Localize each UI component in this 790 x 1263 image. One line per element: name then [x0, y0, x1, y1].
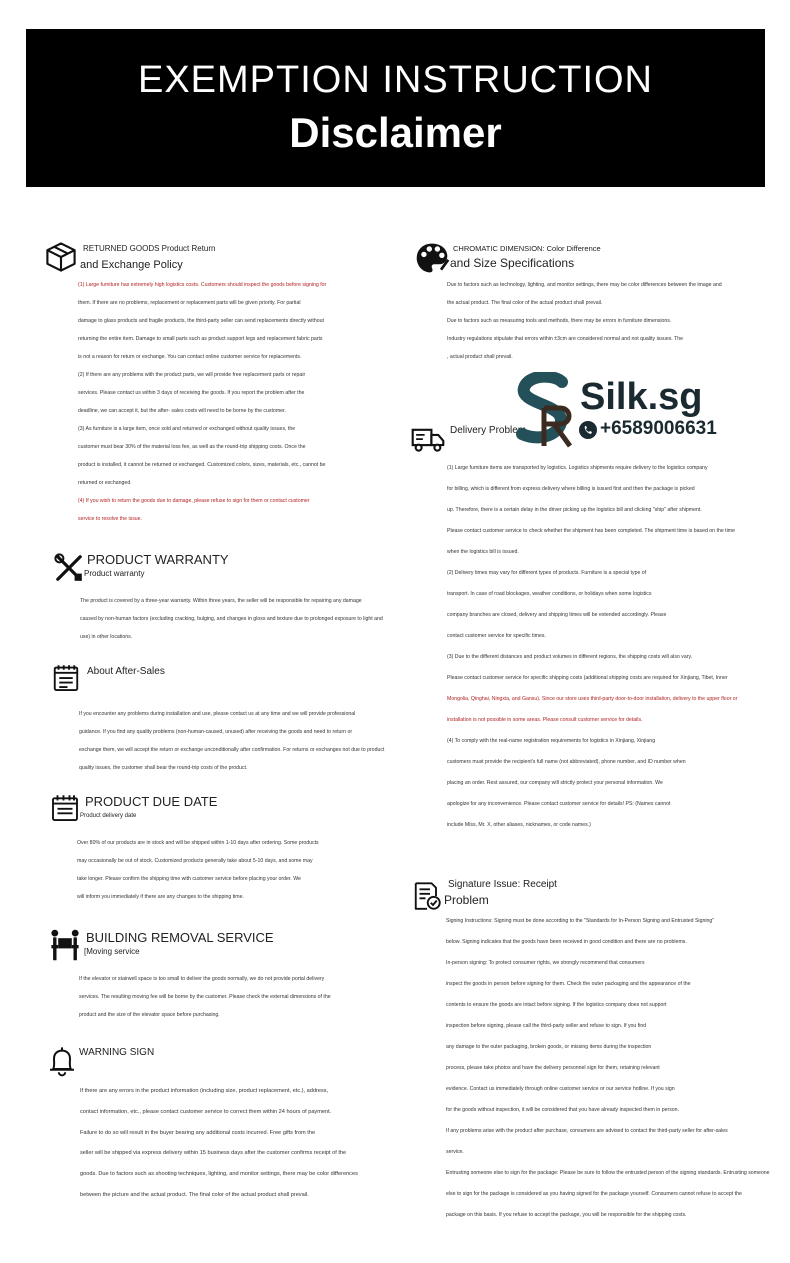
text-line: below. Signing indicates that the goods have been received in good condition and there are no problems. [446, 939, 687, 945]
text-line: (1) Large furniture has extremely high logistics costs. Customers should inspect the goods before signing for [78, 282, 327, 288]
section-subtitle: Product delivery date [80, 813, 137, 819]
text-line: inspection before signing, please call the third-party seller and refuse to sign. If you find [446, 1023, 647, 1029]
section-subtitle: Problem [444, 893, 489, 907]
text-line: Over 80% of our products are in stock and will be shipped within 1-10 days after ordering. Some products [77, 840, 319, 846]
clipboard-icon [51, 662, 81, 694]
removal-text [79, 970, 331, 1024]
aftersales-text [79, 705, 384, 777]
text-line: process, please take photos and have the delivery personnel sign for them, retaining relevant [446, 1065, 660, 1071]
text-line: If you encounter any problems during installation and use, please contact us at any time and we will provide professional [79, 711, 356, 717]
text-line: caused by non-human factors (excluding cracking, bulging, and changes in gloss and texture due to prolonged exposure to light and [80, 616, 383, 622]
text-line: transport. In case of road blockages, weather conditions, or holidays when some logistics [447, 591, 652, 597]
text-line: services. The resulting moving fee will be borne by the customer. Please check the external dimensions of the [79, 994, 331, 1000]
banner-title: EXEMPTION INSTRUCTION [137, 59, 654, 101]
text-line: exchange them, we will accept the return or exchange unconditionally after confirmation. For returns or exchanges not due to product [79, 747, 385, 753]
text-line: (3) Due to the different distances and product volumes in different regions, the shipping costs will also vary. [447, 654, 693, 660]
text-line: damage to glass products and fragile products, the third-party seller can send replacements directly without [78, 318, 324, 324]
text-line: (4) To comply with the real-name registration requirements for logistics in Xinjiang, Xinjiang [447, 738, 656, 744]
delivery-text [447, 458, 737, 836]
text-line: (2) If there are any problems with the product parts, we will provide free replacement parts or repair [78, 372, 306, 378]
text-line: customer must bear 30% of the material loss fee, as well as the round-trip shipping costs. Once the [78, 444, 306, 450]
bell-icon [46, 1044, 78, 1078]
text-line: product is installed, it cannot be returned or exchanged. Customized colors, sizes, materials, etc., cannot be [78, 462, 326, 468]
section-title: CHROMATIC DIMENSION: Color Difference [453, 244, 601, 253]
document-check-icon [412, 880, 442, 912]
watermark-phone: +6589006631 [600, 418, 717, 439]
text-line: Failure to do so will result in the buyer bearing any additional costs incurred. Free gifts from the [80, 1129, 316, 1136]
text-line: company branches are closed, delivery and shipping times will be extended accordingly. Please [447, 612, 667, 618]
truck-icon [411, 426, 445, 454]
whatsapp-icon [578, 420, 598, 440]
text-line: may occasionally be out of stock. Customized products generally take about 5-10 days, and some may [77, 858, 313, 864]
text-line: package on this basis. If you refuse to accept the package, you will be responsible for the shipping costs. [446, 1212, 687, 1218]
section-title: Signature Issue: Receipt [448, 879, 557, 890]
text-line: take longer. Please confirm the shipping time with customer service before placing your order. We [77, 876, 301, 882]
text-line: include Miss, Mr. X, other aliases, nicknames, or code names.) [447, 822, 591, 828]
signature-text [446, 911, 770, 1226]
text-line: any damage to the outer packaging, broken goods, or missing items during the inspection [446, 1044, 652, 1050]
calendar-icon [50, 792, 80, 824]
text-line: service to resolve the issue. [78, 516, 143, 522]
returned-text [78, 276, 326, 528]
text-line: product and the size of the elevator space before purchasing. [79, 1012, 220, 1018]
text-line: returning the entire item. Damage to small parts such as product support legs and replacement fabric parts [78, 336, 323, 342]
section-subtitle: and Size Specifications [450, 256, 575, 270]
text-line: for the goods without inspection, it will be considered that you have already inspected them in person. [446, 1107, 679, 1113]
warning-text [80, 1081, 358, 1206]
text-line: (1) Large furniture items are transported by logistics. Logistics shipments require delivery to the logistics company [447, 465, 708, 471]
watermark-brand: Silk.sg [580, 376, 703, 418]
section-title: Delivery Problem [450, 425, 527, 436]
text-line: (2) Delivery times may vary for different types of products. Furniture is a special type of [447, 570, 647, 576]
text-line: Signing Instructions: Signing must be done according to the "Standards for In-Person Signing and Entrusted Signing" [446, 918, 715, 924]
tools-icon [53, 552, 85, 584]
chromatic-text [447, 276, 722, 366]
section-title: RETURNED GOODS Product Return [83, 244, 216, 253]
section-title: PRODUCT DUE DATE [85, 794, 218, 809]
header-banner [26, 29, 765, 187]
text-line: contact information, etc., please contact customer service to correct them within 24 hours of payment. [80, 1108, 332, 1115]
text-line: inspect the goods in person before signing for them. Check the outer packaging and the appearance of the [446, 981, 691, 987]
text-line: else to sign for the package is considered as you having signed for the package yourself. Consumers cannot refuse to accept the [446, 1191, 742, 1197]
duedate-text [77, 834, 319, 906]
text-line: Please contact customer service to check whether the shipment has been completed. The shipment time is based on the time [447, 528, 735, 534]
text-line: If there are any errors in the product information (including size, product replacement, etc.), address, [80, 1088, 329, 1094]
text-line: If any problems arise with the product after purchase, consumers are advised to contact the third-party seller for after-sales [446, 1128, 728, 1134]
text-line: installation is not possible in some areas. Please consult customer service for details. [447, 717, 643, 723]
section-title: WARNING SIGN [79, 1047, 155, 1058]
text-line: returned or exchanged. [78, 480, 132, 486]
section-title: BUILDING REMOVAL SERVICE [86, 930, 274, 945]
text-line: service. [446, 1149, 464, 1155]
text-line: them. If there are no problems, replacement or replacement parts will be given priority. For partial [78, 300, 301, 306]
text-line: will inform you immediately if there are any changes to the shipping time. [77, 894, 244, 900]
text-line: when the logistics bill is issued. [447, 549, 519, 555]
text-line: (4) If you wish to return the goods due to damage, please refuse to sign for them or contact customer [78, 498, 310, 504]
text-line: for billing, which is different from express delivery where billing is issued first and then the package is picked [447, 486, 695, 492]
section-subtitle: [Moving service [84, 947, 140, 956]
text-line: contents to ensure the goods are intact before signing. If the logistics company does not support [446, 1002, 667, 1008]
text-line: Please contact customer service for specific shipping costs (additional shipping costs are required for Xinjiang, Tibet, Inner [447, 675, 728, 681]
text-line: services. Please contact us within 3 days of receiving the goods. If you report the problem after the [78, 390, 305, 396]
text-line: customers must provide the recipient's full name (not abbreviated), phone number, and ID number when [447, 759, 686, 765]
section-title: PRODUCT WARRANTY [87, 552, 229, 567]
palette-icon [413, 240, 451, 276]
text-line: the actual product. The final color of the actual product shall prevail. [447, 300, 603, 306]
text-line: deadline, we can accept it, but the after- sales costs will need to be borne by the customer. [78, 408, 286, 414]
text-line: In-person signing: To protect consumer rights, we strongly recommend that consumers [446, 960, 645, 966]
text-line: seller will be shipped via express delivery within 15 business days after the customer confirms receipt of the [80, 1150, 347, 1157]
section-subtitle: and Exchange Policy [80, 259, 183, 271]
text-line: evidence. Contact us immediately through online customer service or our service hotline. If you sign [446, 1086, 675, 1092]
text-line: up. Therefore, there is a certain delay in the driver picking up the logistics bill and clicking "ship" after shipment. [447, 507, 702, 513]
text-line: contact customer service for specific times. [447, 633, 546, 639]
text-line: is not a reason for return or exchange. You can contact online customer service for replacements. [78, 354, 302, 360]
text-line: Entrusting someone else to sign for the package: Please be sure to follow the entrusted person of the signing standards. Entrusting someone [446, 1170, 770, 1176]
text-line: Due to factors such as measuring tools and methods, there may be errors in furniture dimensions. [447, 318, 672, 324]
text-line: Due to factors such as technology, lighting, and monitor settings, there may be color differences between the image and [447, 282, 722, 288]
section-subtitle: Product warranty [84, 569, 145, 578]
text-line: quality issues, the customer shall bear the round-trip costs of the product. [79, 765, 248, 771]
warranty-text [80, 592, 383, 646]
box-icon [43, 240, 79, 274]
text-line: guidance. If you find any quality problems (non-human-caused, unused) after receiving the goods and need to return or [79, 729, 353, 735]
text-line: Industry regulations stipulate that errors within ±3cm are considered normal and not quality issues. The [447, 336, 684, 342]
watermark [514, 372, 717, 448]
text-line: goods. Due to factors such as shooting techniques, lighting, and monitor settings, there may be color differences [80, 1171, 358, 1178]
text-line: , actual product shall prevail. [447, 354, 513, 360]
logo-monogram-icon [514, 372, 580, 448]
text-line: Mongolia, Qinghai, Ningxia, and Gansu). Since our store uses third-party door-to-door installation, delivery to the upper floor or [447, 696, 738, 702]
text-line: between the picture and the actual product. The final color of the actual product shall prevail. [80, 1191, 309, 1198]
text-line: The product is covered by a three-year warranty. Within three years, the seller will be responsible for repairing any damage [80, 598, 362, 604]
section-title: About After-Sales [87, 666, 165, 677]
banner-subtitle: Disclaimer [289, 109, 502, 156]
text-line: placing an order. Rest assured, our company will strictly protect your personal information. We [447, 780, 663, 786]
text-line: use) in other locations. [80, 634, 133, 640]
text-line: If the elevator or stairwell space is too small to deliver the goods normally, we do not provide portal delivery [79, 976, 325, 982]
text-line: apologize for any inconvenience. Please contact customer service for details! PS: (Names cannot [447, 801, 671, 807]
text-line: (3) As furniture is a large item, once sold and returned or exchanged without quality issues, the [78, 426, 296, 432]
movers-icon [47, 928, 83, 962]
